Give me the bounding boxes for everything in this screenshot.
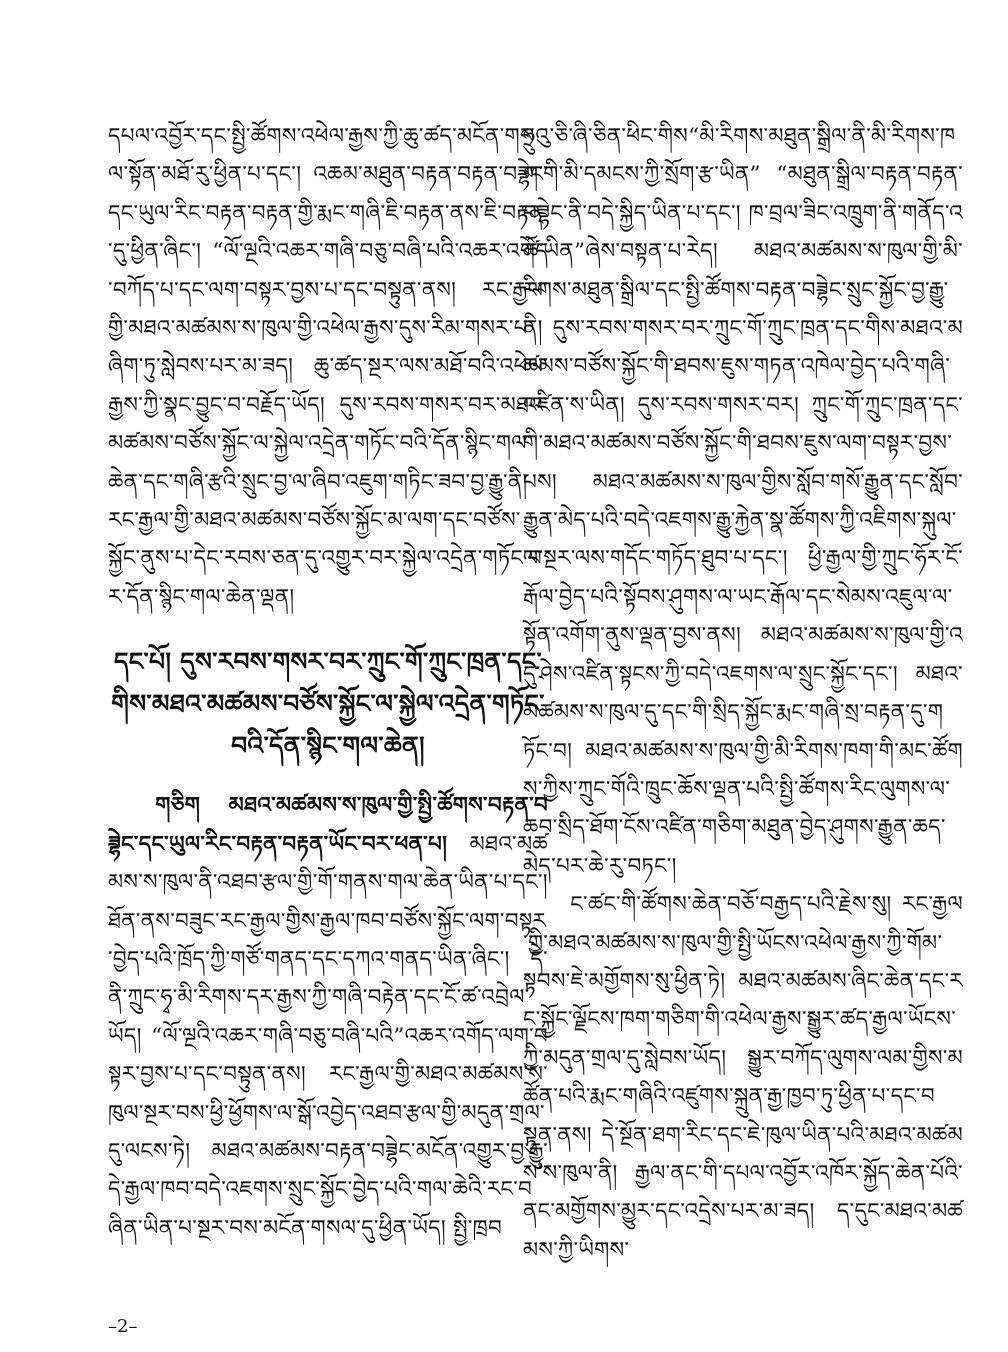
left-column [108,118,548,1248]
left-paragraph-1: དཔལ་འབྱོར་དང་སྤྱི་ཚོགས་འཕེལ་རྒྱས་ཀྱི་ཆུ་ཚད་མངོན་གསལ་སྟོན་མཐོ་རུ་ཕྱིན་པ་དང་། འཆམ་མཐུན་བརྟན་བརྟན་བཟྷེང་དང་ཡུལ་རིང་བརྟན་བརྟན་གྱི་རྨང་གཞི་ཇི་བརྟན་ནས་ཇི་བརྟན་དུ་ཕྱིན་ཞིང་། “ལོ་ལྔའི་འཆར་གཞི་བཅུ་བཞི་པའི་འཆར་འགོད་བཀོད་པ་དང་ལག་བསྟར་བྱས་པ་དང་བསྟུན་ནས། རང་རྒྱལ་གྱི་མཐའ་མཚམས་ས་ཁུལ་གྱི་འཕེལ་རྒྱས་དུས་རིམ་གསར་པ་ཞིག་ཏུ་སླེབས་པར་མ་ཟད། ཆུ་ཚད་སྔར་ལས་མཐོ་བའི་འཕེལ་རྒྱས་ཀྱི་སྣང་བྱུང་བ་བརྗོད་ཡོད། དུས་རབས་གསར་བར་མཐའ་མཚམས་བཙོས་སྐྱོང་ལ་སྐྱེལ་འདྲེན་གཏོང་བའི་དོན་སྙིང་གལ་ཆེན་དང་གཞི་རྩའི་སྲུང་བྱ་ལ་ཞིབ་འཇུག་གཏིང་ཟབ་བྱ་རྒྱུ་ནི། རང་རྒྱལ་གྱི་མཐའ་མཚམས་བཙོས་སྐྱོང་མ་ལག་དང་བཙོས་སྐྱོང་ནུས་པ་དེང་རབས་ཅན་དུ་འགྱུར་བར་སྐྱེལ་འདྲེན་གཏོང་བར་དོན་སྙིང་གལ་ཆེན་ལྡན། [108,124,548,610]
section-paragraph [108,787,548,1248]
section-heading: དང་པོ། དུས་རབས་གསར་བར་ཀྲུང་གོ་ཀྲུང་ཁྲན་དང་གིས་མཐའ་མཚམས་བཙོས་སྐྱོང་ལ་སྐྱེལ་འདྲེན་གཏོང་བའི་དོན་སྙིང་གལ་ཆེན། [111,647,545,761]
section-lead: གཅིག མཐའ་མཚམས་ས་ཁུལ་གྱི་སྤྱི་ཚོགས་བརྟན་བཟྷེང་དང་ཡུལ་རིང་བརྟན་བརྟན་ཡོང་བར་ཕན་པ། [108,793,548,857]
right-paragraph-1: ཧྲུའུ་ཅི་ཞི་ཅིན་ཕིང་གིས“མི་རིགས་མཐུན་སྒྲིལ་ནི་མི་རིགས་ཁག་གི་མི་དམངས་ཀྱི་སྲོག་རྩ་ཡིན” “མཐུན་སྒྲིལ་བརྟན་བརྟན་བཟྷེང་ནི་བདེ་སྐྱིད་ཡིན་པ་དང་། ཁ་བྲལ་ཟིང་འཁྲུག་ནི་གནོད་འཚེ་ཡིན”ཞེས་བསྟན་པ་རེད། མཐའ་མཚམས་ས་ཁུལ་གྱི་མི་རིགས་མཐུན་སྒྲིལ་དང་སྤྱི་ཚོགས་བརྟན་བཟྷེང་སྲུང་སྐྱོང་བྱ་རྒྱུ་ནི། དུས་རབས་གསར་བར་ཀྲུང་གོ་ཀྲུང་ཁྲན་དང་གིས་མཐའ་མཚམས་བཙོས་སྐྱོང་གི་ཐབས་ཇུས་གཏན་འཁེལ་བྱེད་པའི་གཞི་འཛིན་ས་ཡིན། དུས་རབས་གསར་བར། ཀྲུང་གོ་ཀྲུང་ཁྲན་དང་གི་མཐའ་མཚམས་བཙོས་སྐྱོང་གི་ཐབས་ཇུས་ལག་བསྟར་བྱས་པས། མཐའ་མཚམས་ས་ཁུལ་གྱིས་སློབ་གསོ་རྒྱུན་དང་སློབ་རྒྱུན་མེད་པའི་བདེ་འཇགས་རྒྱུ་རྐྱེན་སྣ་ཚོགས་ཀྱི་འཇིགས་སྐུལ་ལ་སྔར་ལས་གདོང་གཏོད་ཐུབ་པ་དང་། ཕྱི་རྒྱལ་གྱི་ཀྲུང་ཧོར་ངོ་རྒོལ་བྱེད་པའི་སྟོབས་ཤུགས་ལ་ཡང་རྒོལ་དང་སེམས་འཇུལ་ལ་སྟོན་འགོག་ནུས་ལྡན་བྱས་ནས། མཐའ་མཚམས་ས་ཁུལ་གྱི་འདུ་ཤེས་འཛིན་སྟངས་ཀྱི་བདེ་འཇགས་ལ་སྲུང་སྐྱོང་དང་། མཐའ་མཚམས་ས་ཁུལ་དུ་དང་གི་སྲིད་སྐྱོང་རྨང་གཞི་སྲ་བརྟན་དུ་གཏོང་བ། མཐའ་མཚམས་ས་ཁུལ་གྱི་མི་རིགས་ཁག་གི་མང་ཚོགས་ཀྱིས་ཀྲུང་གོའི་ཁྲུང་ཆོས་ལྡན་པའི་སྤྱི་ཚོགས་རིང་ལུགས་ལ་ཆབ་སྲིད་ཐོག་ངོས་འཛིན་གཅིག་མཐུན་བྱེད་ཤུགས་རྒྱུན་ཆད་མེད་པར་ཆེ་རུ་བཏང་། [523,124,963,879]
right-column [523,118,963,1270]
page-number: –2– [108,1316,138,1337]
section-body: མཐའ་མཚམས་ས་ཁུལ་ནི་འཐབ་རྩལ་གྱི་གོ་གནས་གལ་ཆེན་ཡིན་པ་དང་། ཐོན་ནས་བཟུང་རང་རྒྱལ་གྱིས་རྒྱལ་ཁབ་བཙོས་སྐྱོང་ལག་བསྟར་བྱེད་པའི་ཁྲོད་ཀྱི་གཙོ་གནད་དང་དཀའ་གནད་ཡིན་ཞིང་། དེ་ནི་ཀྲུང་ཧྭ་མི་རིགས་དར་རྒྱས་ཀྱི་གཞི་བརྟེན་དང་ངོ་ཚ་འབྲེལ་ཡོད། “ལོ་ལྔའི་འཆར་གཞི་བཅུ་བཞི་པའི”འཆར་འགོད་ལག་བསྟར་བྱས་པ་དང་བསྟུན་ནས། རང་རྒྱལ་གྱི་མཐའ་མཚམས་ས་ཁུལ་སྔར་བས་ཕྱི་ཕྱོགས་ལ་སྒོ་འབྱེད་འཐབ་རྩལ་གྱི་མདུན་གྲལ་དུ་ལངས་ཏེ། མཐའ་མཚམས་བརྟན་བཟྷེང་མངོན་འགྱུར་བྱ་རྒྱུ་དེ་རྒྱལ་ཁབ་བདེ་འཇགས་སྲུང་སྐྱོང་བྱེད་པའི་གལ་ཆེའི་རང་བཞིན་ཡིན་པ་སྔར་བས་མངོན་གསལ་དུ་ཕྱིན་ཡོད། སྤྱི་ཁྲབ [108,831,548,1241]
right-paragraph-2: ང་ཚང་གི་ཚོགས་ཆེན་བཅོ་བརྒྱད་པའི་རྗེས་སུ། རང་རྒྱལ་གྱི་མཐའ་མཚམས་ས་ཁུལ་གྱི་སྤྱི་ཡོངས་འཕེལ་རྒྱས་ཀྱི་གོམ་སྟབས་ཇེ་མགྱོགས་སུ་ཕྱིན་ཏེ། མཐའ་མཚམས་ཞིང་ཆེན་དང་རང་སྐྱོང་ལྗོངས་ཁག་གཅིག་གི་འཕེལ་རྒྱས་སྒྱུར་ཚད་རྒྱལ་ཡོངས་ཀྱི་མདུན་གྲལ་དུ་སླེབས་ཡོད། སྒྱུར་བཀོད་ལུགས་ལམ་གྱིས་མཚོན་པའི་རྨང་གཞིའི་འཛུགས་སྐྲུན་རྒྱ་ཁྱབ་ཏུ་ཕྱིན་པ་དང་བསྟུན་ནས། དེ་སྔོན་ཐག་རིང་དང་ཇེ་ཁུལ་ཡིན་པའི་མཐའ་མཚམས་ས་ཁུལ་ནི། རྒྱལ་ནང་གི་དཔལ་འབྱོར་འཁོར་སྐྱོད་ཆེན་པོའི་ནང་མགྱོགས་མྱུར་དང་འདྲེས་པར་མ་ཟད། ད་དུང་མཐའ་མཚམས་ཀྱི་ཡིགས་ [523,892,963,1263]
